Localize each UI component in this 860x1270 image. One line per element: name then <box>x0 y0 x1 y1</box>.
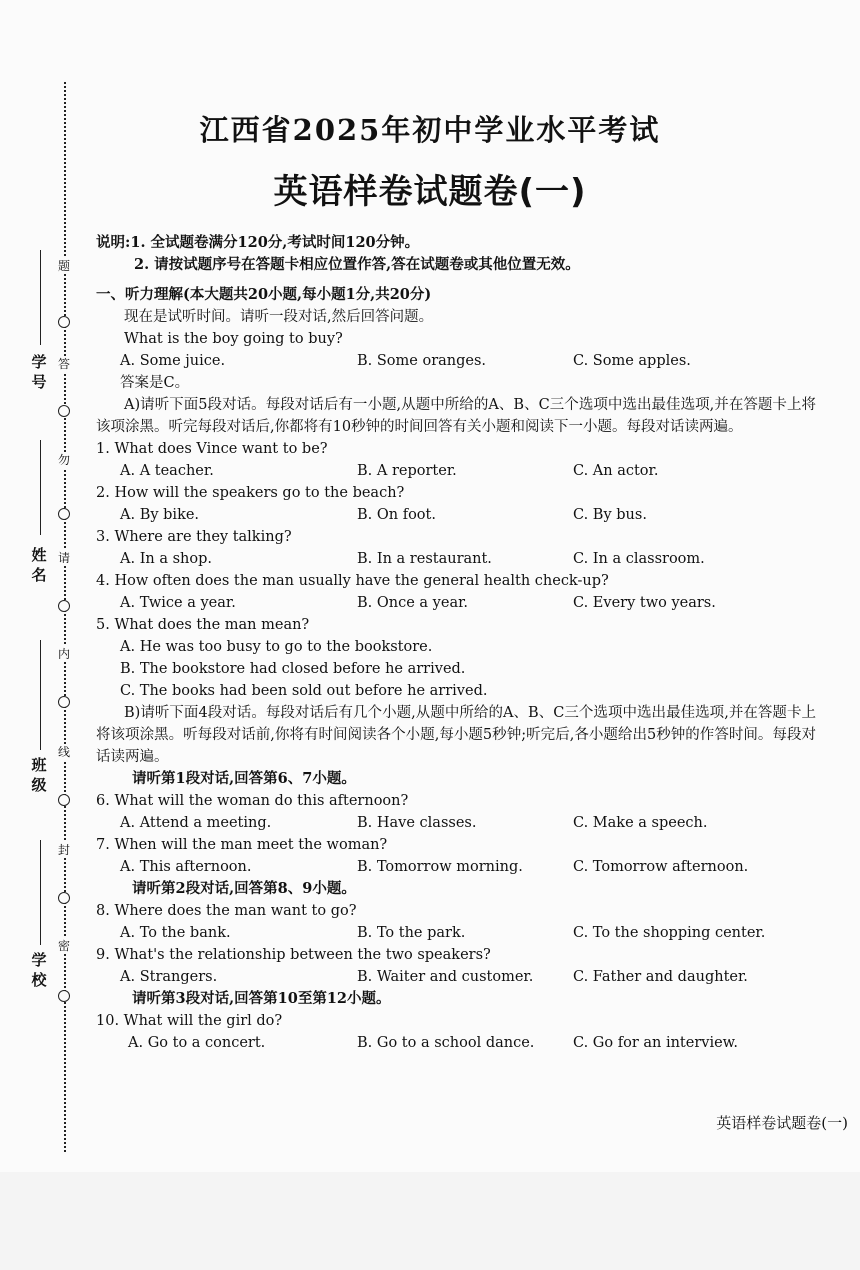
option-a: A. Strangers. <box>120 969 218 985</box>
option-a: A. A teacher. <box>120 463 214 479</box>
binding-char: 密 <box>57 939 70 953</box>
question-5: 5. What does the man mean? <box>96 617 310 633</box>
option-a: A. He was too busy to go to the bookstore. <box>120 639 433 655</box>
options-row <box>96 922 816 944</box>
trial-options <box>96 350 816 372</box>
option-c: C. By bus. <box>573 507 647 523</box>
trial-answer: 答案是C。 <box>120 375 190 391</box>
trial-option-b: B. Some oranges. <box>357 353 487 369</box>
dialog-2-label: 请听第2段对话,回答第8、9小题。 <box>132 880 356 897</box>
question-2: 2. How will the speakers go to the beach? <box>96 485 405 501</box>
binding-char: 请 <box>57 551 70 565</box>
background-below-page <box>0 1172 860 1270</box>
options-row <box>96 812 816 834</box>
option-b: B. A reporter. <box>357 463 457 479</box>
question-3: 3. Where are they talking? <box>96 529 292 545</box>
exam-title: 江西省2025年初中学业水平考试 <box>199 113 661 147</box>
trial-intro: 现在是试听时间。请听一段对话,然后回答问题。 <box>124 309 434 325</box>
page-footer: 英语样卷试题卷(一) <box>716 1114 848 1132</box>
option-c: C. The books had been sold out before he arrived. <box>120 683 488 699</box>
binding-circle <box>58 508 70 520</box>
options-row <box>96 592 816 614</box>
section-heading: 一、听力理解(本大题共20小题,每小题1分,共20分) <box>96 286 432 303</box>
binding-char: 封 <box>57 843 70 857</box>
options-row <box>96 548 816 570</box>
options-row <box>96 504 816 526</box>
part-a-instructions: A)请听下面5段对话。每段对话后有一小题,从题中所给的A、B、C三个选项中选出最佳选项,并在答题卡上将该项涂黑。听完每段对话后,你都将有10秒钟的时间回答有关小题和阅读下一小题。每段对话读两遍。 <box>96 397 816 435</box>
notes-line-2: 2. 请按试题序号在答题卡相应位置作答,答在试题卷或其他位置无效。 <box>134 256 580 273</box>
trial-option-c: C. Some apples. <box>573 353 691 369</box>
option-a: A. To the bank. <box>120 925 231 941</box>
option-b: B. On foot. <box>357 507 436 523</box>
option-a: A. Attend a meeting. <box>120 815 272 831</box>
field-label-name: 姓名 <box>31 546 47 584</box>
field-label-school: 学校 <box>31 951 47 989</box>
option-a: A. In a shop. <box>120 551 213 567</box>
field-underline <box>40 440 41 535</box>
dialog-1-label: 请听第1段对话,回答第6、7小题。 <box>132 770 356 787</box>
options-row <box>96 460 816 482</box>
option-a: A. Twice a year. <box>120 595 236 611</box>
option-b: B. In a restaurant. <box>357 551 492 567</box>
binding-char: 答 <box>57 357 70 371</box>
question-6: 6. What will the woman do this afternoon? <box>96 793 409 809</box>
field-label-student-id: 学号 <box>31 353 47 391</box>
binding-char: 勿 <box>57 453 70 467</box>
question-1: 1. What does Vince want to be? <box>96 441 328 457</box>
option-c: C. Every two years. <box>573 595 716 611</box>
binding-char: 线 <box>57 745 70 759</box>
option-a: A. By bike. <box>120 507 200 523</box>
option-c: C. An actor. <box>573 463 659 479</box>
option-b: B. Have classes. <box>357 815 477 831</box>
binding-circle <box>58 794 70 806</box>
question-7: 7. When will the man meet the woman? <box>96 837 388 853</box>
notes-line-1: 说明:1. 全试题卷满分120分,考试时间120分钟。 <box>96 234 420 251</box>
paper-title: 英语样卷试题卷(一) <box>273 172 587 212</box>
option-c: C. Make a speech. <box>573 815 708 831</box>
question-4: 4. How often does the man usually have the general health check-up? <box>96 573 609 589</box>
option-b: B. Once a year. <box>357 595 469 611</box>
option-c: C. In a classroom. <box>573 551 705 567</box>
dialog-3-label: 请听第3段对话,回答第10至第12小题。 <box>132 990 391 1007</box>
option-c: C. To the shopping center. <box>573 925 766 941</box>
option-a: A. This afternoon. <box>120 859 252 875</box>
part-b-instructions: B)请听下面4段对话。每段对话后有几个小题,从题中所给的A、B、C三个选项中选出最佳选项,并在答题卡上将该项涂黑。听每段对话前,你将有时间阅读各个小题,每小题5秒钟;听完后,各小题给出5秒钟的作答时间。每段对话读两遍。 <box>96 705 816 765</box>
question-9: 9. What's the relationship between the two speakers? <box>96 947 491 963</box>
binding-char: 题 <box>57 259 70 273</box>
option-c: C. Tomorrow afternoon. <box>573 859 749 875</box>
field-underline <box>40 840 41 945</box>
binding-char: 内 <box>57 647 70 661</box>
option-b: B. Waiter and customer. <box>357 969 534 985</box>
option-b: B. Go to a school dance. <box>357 1035 535 1051</box>
option-a: A. Go to a concert. <box>128 1035 266 1051</box>
binding-circle <box>58 696 70 708</box>
binding-circle <box>58 990 70 1002</box>
option-b: B. To the park. <box>357 925 466 941</box>
exam-content <box>96 232 816 1054</box>
field-underline <box>40 640 41 750</box>
field-underline <box>40 250 41 345</box>
question-8: 8. Where does the man want to go? <box>96 903 357 919</box>
options-row <box>96 856 816 878</box>
options-row <box>96 966 816 988</box>
trial-question: What is the boy going to buy? <box>124 331 343 347</box>
binding-circle <box>58 405 70 417</box>
field-label-class: 班级 <box>31 756 47 794</box>
binding-circle <box>58 892 70 904</box>
option-b: B. Tomorrow morning. <box>357 859 523 875</box>
trial-option-a: A. Some juice. <box>120 353 226 369</box>
option-c: C. Father and daughter. <box>573 969 748 985</box>
question-10: 10. What will the girl do? <box>96 1013 283 1029</box>
binding-circle <box>58 316 70 328</box>
option-c: C. Go for an interview. <box>573 1035 738 1051</box>
binding-circle <box>58 600 70 612</box>
option-b: B. The bookstore had closed before he arrived. <box>120 661 466 677</box>
options-row <box>96 1032 816 1054</box>
